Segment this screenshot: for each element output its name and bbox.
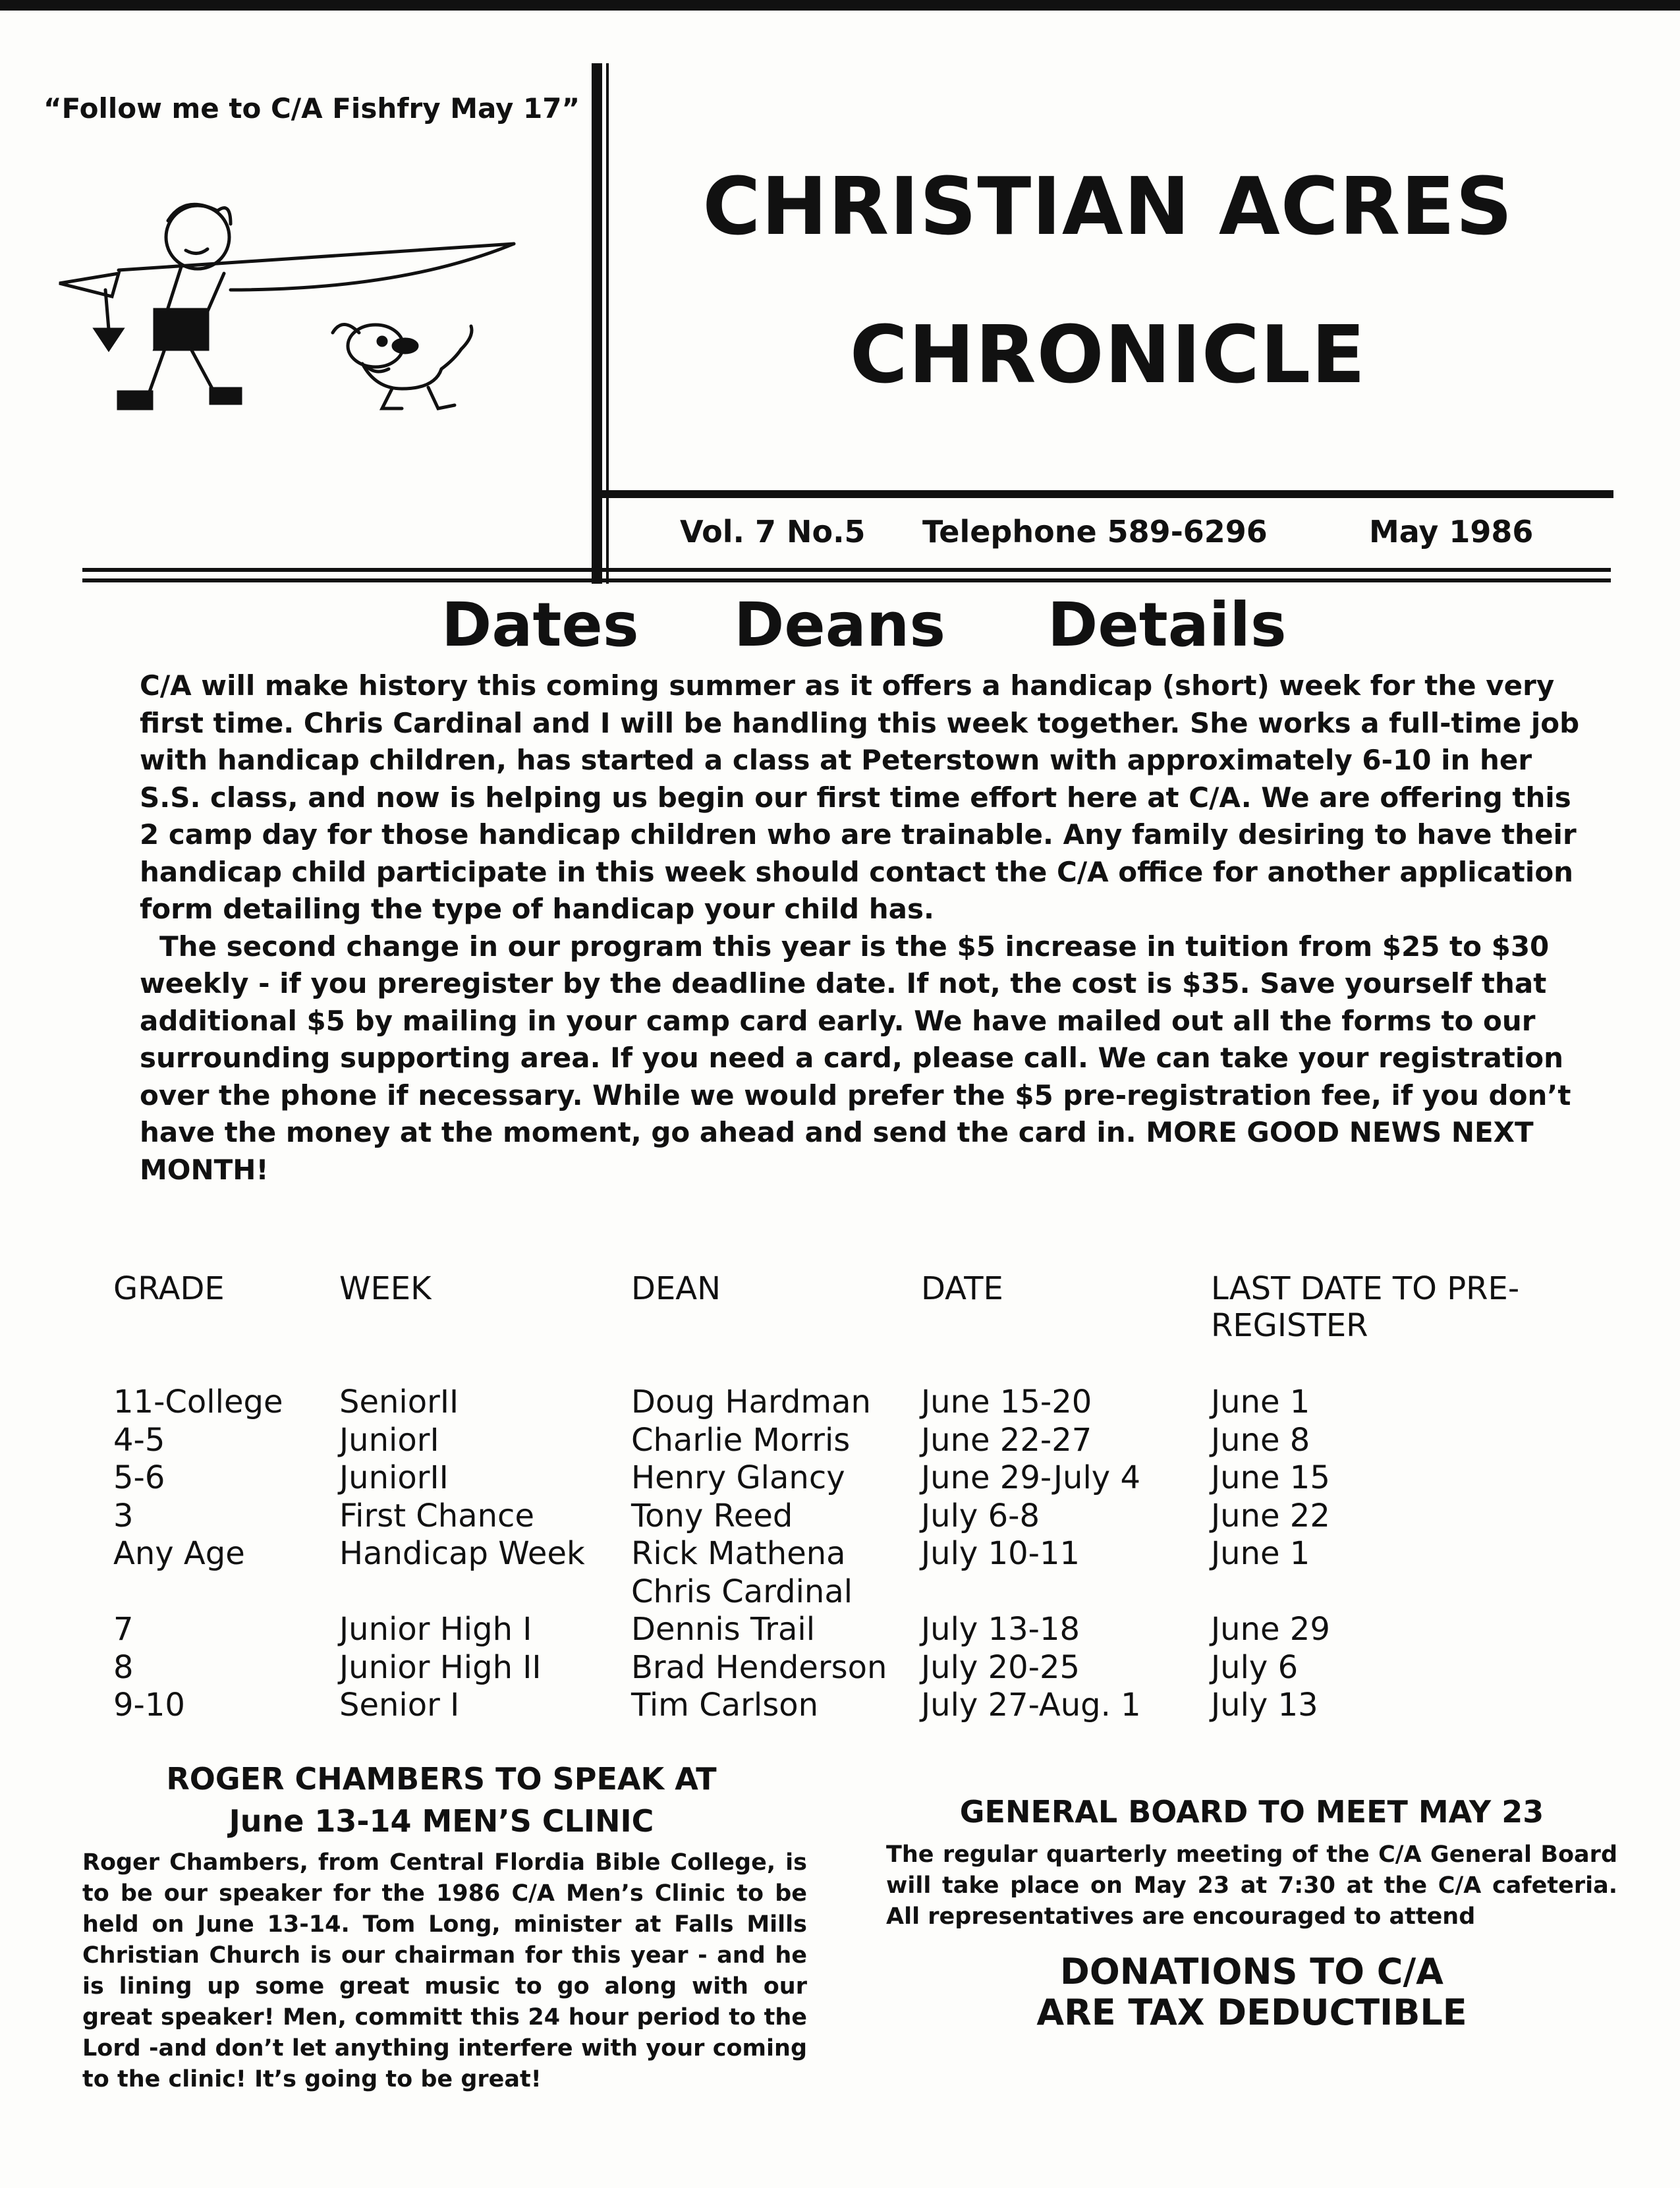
issue-date: May 1986	[1369, 514, 1534, 549]
schedule-cell-last: June 22	[1211, 1498, 1330, 1534]
schedule-cell-dean: Henry Glancy	[631, 1459, 845, 1496]
schedule-cell-last: July 6	[1211, 1649, 1299, 1686]
schedule-cell-dean: Tony Reed	[631, 1498, 793, 1534]
section-divider-bottom	[82, 578, 1611, 582]
fishing-boy-and-dog-illustration	[33, 191, 534, 441]
headline-details: Details	[1048, 590, 1287, 660]
masthead-title-line1: CHRISTIAN ACRES	[702, 161, 1513, 253]
schedule-cell-dean: Charlie Morris	[631, 1422, 851, 1459]
schedule-cell-date: July 20-25	[921, 1649, 1080, 1686]
donations-line1: DONATIONS TO C/A	[1060, 1951, 1443, 1992]
donations-line2: ARE TAX DEDUCTIBLE	[1036, 1992, 1467, 2033]
schedule-cell-grade: Any Age	[113, 1535, 245, 1572]
clinic-title-line2: June 13-14 MEN’S CLINIC	[229, 1803, 654, 1839]
schedule-cell-week: First Chance	[339, 1498, 534, 1534]
schedule-header-week: WEEK	[339, 1270, 432, 1307]
schedule-cell-week: Senior I	[339, 1687, 460, 1724]
schedule-cell-last: June 15	[1211, 1459, 1330, 1496]
clinic-title-line1: ROGER CHAMBERS TO SPEAK AT	[166, 1761, 717, 1797]
schedule-cell-week: JuniorII	[339, 1459, 449, 1496]
headline-dates: Dates	[441, 590, 639, 660]
schedule-cell-grade: 4-5	[113, 1422, 165, 1459]
schedule-header-last-date-line1: LAST DATE TO PRE-	[1211, 1270, 1520, 1307]
schedule-cell-dean: Chris Cardinal	[631, 1573, 853, 1610]
schedule-cell-date: June 15-20	[921, 1384, 1092, 1420]
schedule-cell-grade: 5-6	[113, 1459, 165, 1496]
schedule-cell-last: June 1	[1211, 1535, 1310, 1572]
schedule-cell-week: JuniorI	[339, 1422, 439, 1459]
schedule-cell-date: June 29-July 4	[921, 1459, 1140, 1496]
schedule-cell-grade: 8	[113, 1649, 134, 1686]
schedule-cell-dean: Tim Carlson	[631, 1687, 818, 1724]
schedule-header-dean: DEAN	[631, 1270, 721, 1307]
schedule-cell-last: July 13	[1211, 1687, 1318, 1724]
schedule-cell-date: June 22-27	[921, 1422, 1092, 1459]
section-divider-top	[82, 568, 1611, 572]
schedule-cell-dean: Doug Hardman	[631, 1384, 871, 1420]
schedule-cell-last: June 8	[1211, 1422, 1310, 1459]
schedule-cell-grade: 7	[113, 1611, 134, 1648]
schedule-header-grade: GRADE	[113, 1270, 225, 1307]
schedule-cell-week: SeniorII	[339, 1384, 459, 1420]
schedule-cell-last: June 29	[1211, 1611, 1330, 1648]
headline-deans: Deans	[734, 590, 946, 660]
schedule-cell-dean: Brad Henderson	[631, 1649, 887, 1686]
donations-notice	[883, 1951, 1621, 2033]
schedule-header-last-date-line2: REGISTER	[1211, 1307, 1368, 1344]
schedule-cell-dean: Dennis Trail	[631, 1611, 816, 1648]
schedule-cell-week: Junior High II	[339, 1649, 542, 1686]
schedule-cell-grade: 11-College	[113, 1384, 283, 1420]
schedule-cell-date: July 10-11	[921, 1535, 1080, 1572]
main-article	[140, 667, 1596, 1189]
schedule-cell-date: July 6-8	[921, 1498, 1040, 1534]
schedule-header-date: DATE	[921, 1270, 1003, 1307]
telephone-number: Telephone 589-6296	[922, 514, 1268, 549]
schedule-header-last-date	[1211, 1270, 1519, 1344]
schedule-cell-grade: 9-10	[113, 1687, 185, 1724]
schedule-cell-last: June 1	[1211, 1384, 1310, 1420]
schedule-cell-date: July 27-Aug. 1	[921, 1687, 1141, 1724]
schedule-cell-week: Junior High I	[339, 1611, 532, 1648]
top-border	[0, 0, 1680, 11]
masthead-rule	[602, 490, 1613, 498]
article-paragraph-1: C/A will make history this coming summer as it offers a handicap (short) week for the very first time. Chris Cardinal and I will be handling this week together. She works a full-time job with handicap children, has started a class at Peterstown with approximately 6-10 in her S.S. class, and now is helping us begin our first time effort here at C/A. We are offering this 2 camp day for those handicap children who are trainable. Any family desiring to have their handicap child participate in this week should contact the C/A office for another application form detailing the type of handicap your child has.	[140, 669, 1580, 925]
schedule-cell-dean: Rick Mathena	[631, 1535, 846, 1572]
clinic-article: Roger Chambers, from Central Flordia Bible College, is to be our speaker for the 1986 C/A Men’s Clinic to be held on June 13-14. Tom Long, minister at Falls Mills Christian Church is our chairman for this year - and he is lining up some great music to go along with our great speaker! Men, committ this 24 hour period to the Lord -and don’t let anything interfere with your coming to the clinic! It’s going to be great!	[82, 1849, 807, 2092]
board-title: GENERAL BOARD TO MEET MAY 23	[959, 1794, 1544, 1830]
masthead-title-line2: CHRONICLE	[849, 310, 1366, 401]
schedule-cell-grade: 3	[113, 1498, 134, 1534]
schedule-cell-week: Handicap Week	[339, 1535, 585, 1572]
volume-number: Vol. 7 No.5	[680, 514, 866, 549]
article-paragraph-2: The second change in our program this year is the $5 increase in tuition from $25 to $30 weekly - if you preregister by the deadline date. If not, the cost is $35. Save yourself that additional $5 by mailing in your camp card early. We have mailed out all the forms to our surrounding supporting area. If you need a card, please call. We can take your registration over the phone if necessary. While we would prefer the $5 pre-registration fee, if you don’t have the money at the moment, go ahead and send the card in. MORE GOOD NEWS NEXT MONTH!	[140, 930, 1571, 1186]
schedule-cell-date: July 13-18	[921, 1611, 1080, 1648]
fishfry-tagline: “Follow me to C/A Fishfry May 17”	[43, 92, 580, 125]
masthead-vertical-rule	[592, 63, 602, 584]
board-article: The regular quarterly meeting of the C/A General Board will take place on May 23 at 7:30 at the C/A cafeteria. All representatives are encouraged to attend	[886, 1841, 1617, 1930]
